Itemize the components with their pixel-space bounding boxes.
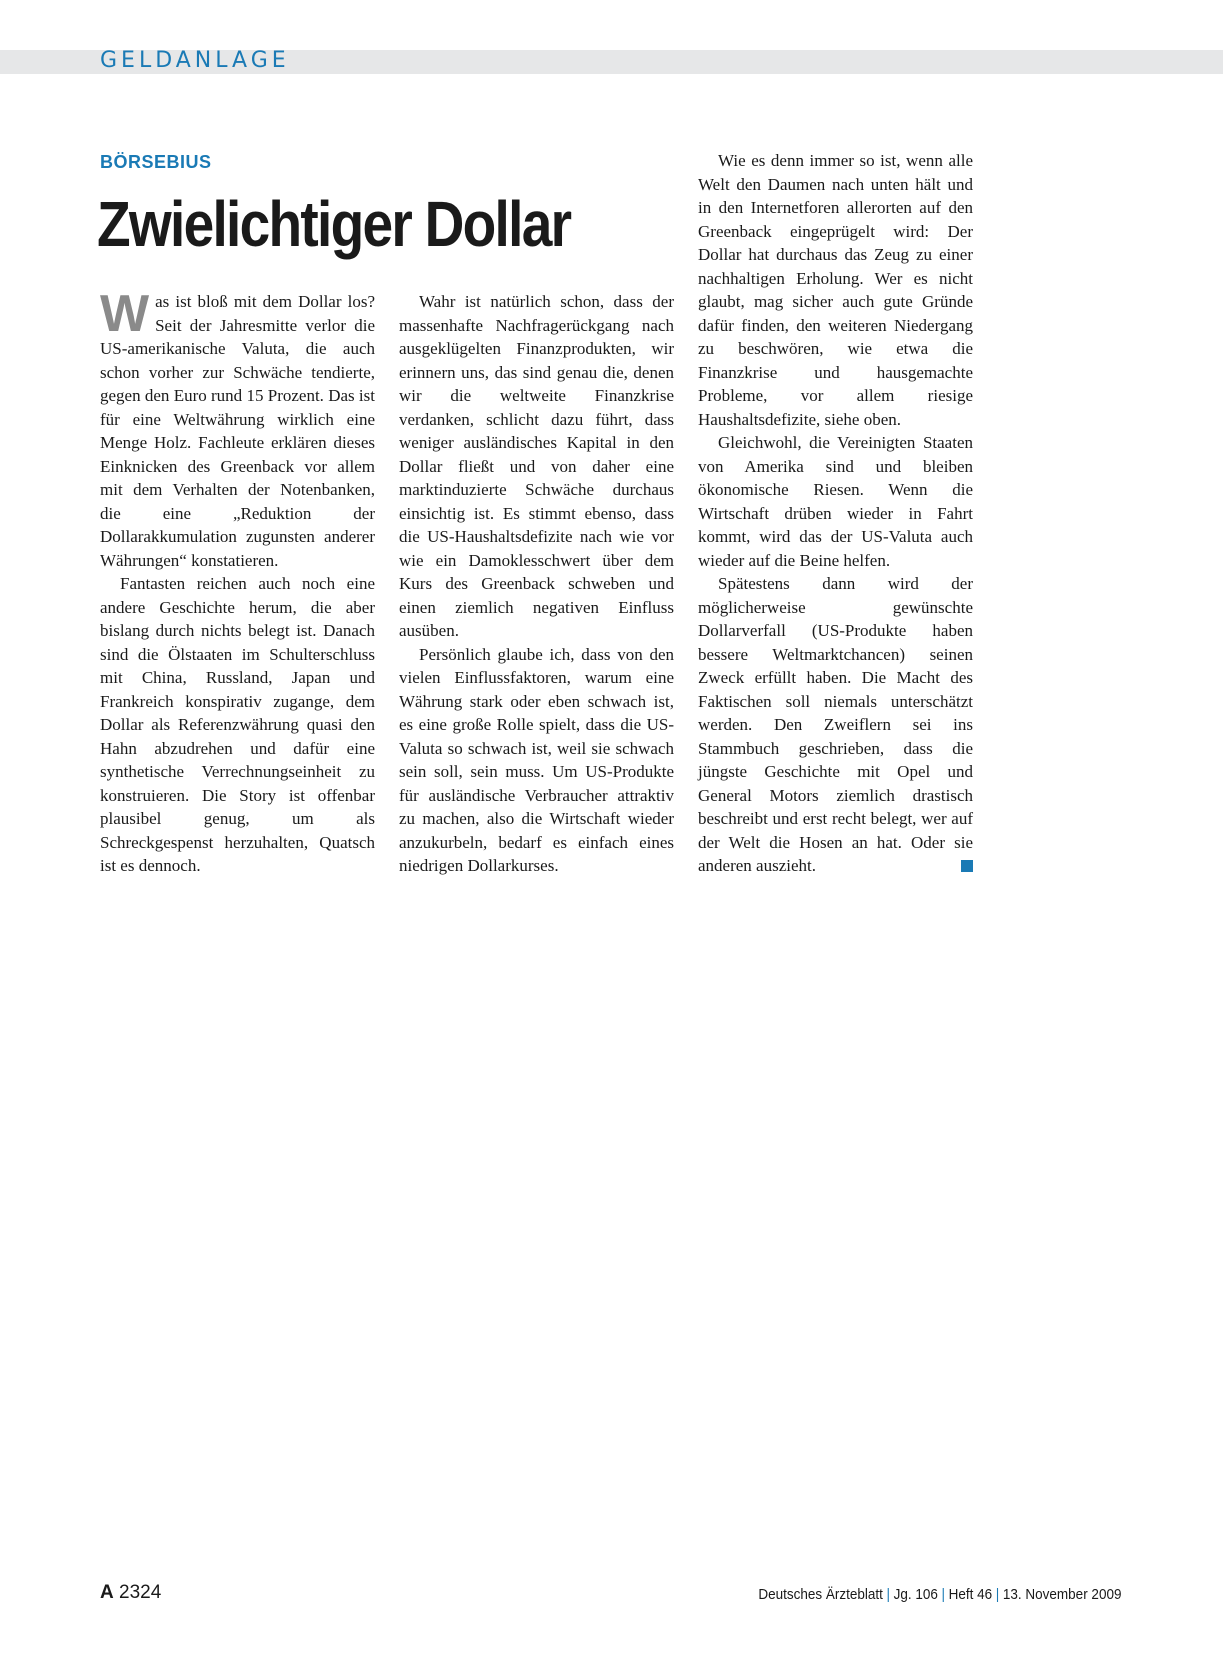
page-number-value: 2324 [119,1582,162,1603]
drop-cap: W [100,285,150,343]
paragraph: Fantasten reichen auch noch eine andere Geschichte herum, die aber bislang durch nichts belegt ist. Danach sind die Ölstaaten im Schulterschluss mit China, Russland, Japan und Frankreich konspirativ zugange, dem Dollar als Referenzwährung quasi den Hahn abzudrehen und dafür eine synthetische Verrechnungseinheit zu konstruieren. Die Story ist offenbar plausibel genug, um als Schreckgespenst herzuhalten, Quatsch ist es dennoch. [100,574,375,875]
paragraph [100,285,375,572]
end-of-article-square-icon [961,860,973,872]
journal-issue: Heft 46 [948,1586,992,1603]
paragraph-text: as ist bloß mit dem Dollar los? Seit der Jahresmitte verlor die US-amerikanische Valuta, die auch schon vorher zur Schwäche tendierte, gegen den Euro rund 15 Prozent. Das ist für eine Weltwährung wirklich eine Menge Holz. Fachleute erklären dieses Einknicken des Greenback vor allem mit dem Verhalten der Notenbanken, die eine „Reduktion der Dollarakkumulation zugunsten anderer Währungen“ konstatieren. [100,292,375,570]
article-title: Zwielichtiger Dollar [97,188,571,260]
section-label: GELDANLAGE [100,48,290,73]
publication-info [758,1586,1121,1603]
paragraph: Gleichwohl, die Vereinigten Staaten von Amerika sind und bleiben ökonomische Riesen. Wenn die Wirtschaft drüben wieder in Fahrt kommt, wird das der US-Valuta auch wieder auf die Beine helfen. [698,433,973,570]
issue-date: 13. November 2009 [1002,1586,1121,1603]
article-column-3 [698,149,973,878]
paragraph: Persönlich glaube ich, dass von den vielen Einflussfaktoren, warum eine Währung stark oder eben schwach ist, es eine große Rolle spielt, dass die US-Valuta so schwach ist, weil sie schwach sein soll, sein muss. Um US-Produkte für ausländische Verbraucher attraktiv zu machen, also die Wirtschaft wieder anzukurbeln, bedarf es einfach eines niedrigen Dollarkurses. [399,644,674,875]
paragraph-text: Spätestens dann wird der möglicherweise gewünschte Dollarverfall (US-Produkte haben bessere Weltmarktchancen) seinen Zweck erfüllt haben. Die Macht des Faktischen soll niemals unterschätzt werden. Den Zweiflern sei ins Stammbuch geschrieben, dass die jüngste Geschichte mit Opel und General Motors ziemlich drastisch beschreibt und erst recht belegt, wer auf der Welt die Hosen an hat. Oder sie anderen auszieht. [698,574,973,875]
paragraph [698,572,973,878]
journal-volume: Jg. 106 [893,1586,938,1603]
separator-bar: | [995,1586,999,1603]
article-column-1 [100,285,375,878]
paragraph: Wie es denn immer so ist, wenn alle Welt den Daumen nach unten hält und in den Internetforen allerorten auf den Greenback eingeprügelt wird: Der Dollar hat durchaus das Zeug zu einer nachhaltigen Erholung. Wer es nicht glaubt, mag sicher auch gute Gründe dafür finden, den weiteren Niedergang zu beschwören, wie etwa die Finanzkrise und hausgemachte Probleme, vor allem riesige Haushaltsdefizite, siehe oben. [698,151,973,429]
article-column-2 [399,290,674,878]
page-number [100,1582,161,1604]
separator-bar: | [886,1586,890,1603]
page-prefix: A [100,1582,114,1603]
article-kicker: BÖRSEBIUS [100,152,212,172]
paragraph: Wahr ist natürlich schon, dass der massenhafte Nachfragerückgang nach ausgeklügelten Finanzprodukten, wir erinnern uns, das sind genau die, denen wir die weltweite Finanzkrise verdanken, schlicht dazu führt, dass weniger ausländisches Kapital in den Dollar fließt und von daher eine marktinduzierte Schwäche durchaus einsichtig ist. Es stimmt ebenso, dass die US-Haushaltsdefizite nach wie vor wie ein Damoklesschwert über dem Kurs des Greenback schweben und einen ziemlich negativen Einfluss ausüben. [399,292,674,640]
journal-name: Deutsches Ärzteblatt [757,1586,883,1603]
separator-bar: | [941,1586,945,1603]
